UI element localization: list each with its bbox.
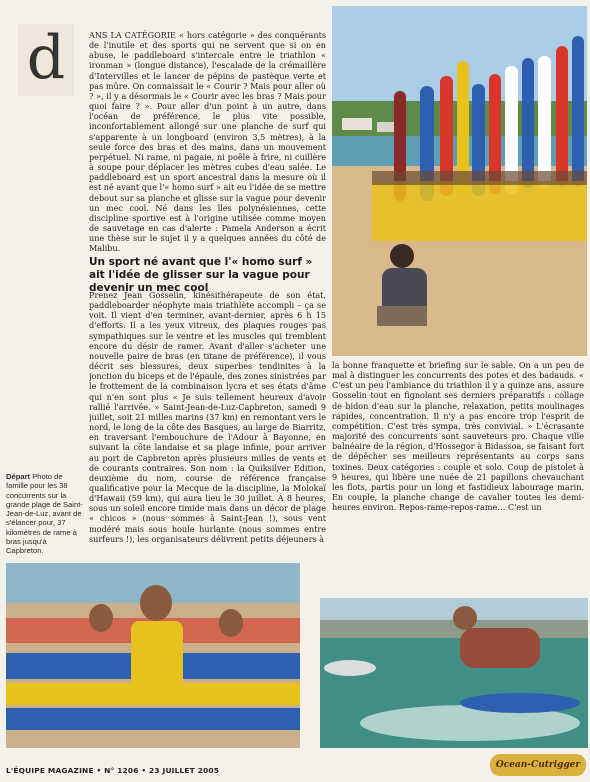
body-paragraph-1: Prenez Jean Gosselin, kinésithérapeute de son état, paddleboarder néophyte mais triathlète accompli – ça se voit. Il vient d'en terminer, avant-dernier, après 6 h 15 d'efforts. Il a les yeux vitreux, des plaques rouges pas sympathiques sur le ventre et les muscles qui tremblent encore du désir de ramer. Avant d'aller s'acheter une nouvelle paire de bras (en titane de préférence), il vous décrit ses blessures, deux superbes tendinites à la jonction du biceps et de l'épaule, des zones sinistrées par le frottement de la combinaison lycra et ses états d'âme qui n'en sont plus « Je suis tellement heureux d'avoir rallié l'arrivée. » Saint-Jean-de-Luz-Capbreton, samedi 9 juillet, soit 21 milles marins (37 km) en remontant vers le nord, le long de la côte des Basques, au large de Biarritz, en traversant l'embouchure de l'Adour à Bayonne, en suivant la côte landaise et sa plage infinie, pour arriver au port de Capbreton après plusieurs milles de vents et de courants contraires. Son nom : la Quiksilver Edition, deuxième du nom, course de référence française qualificative pour la Mecque de la discipline, la Molokaï d'Hawaii (59 km), qui aura lieu le 30 juillet. À 8 heures, sous un soleil encore timide mais dans un décor de plage « chicos » (nous sommes à Saint-Jean !), sous vent modéré mais sous houle hurlante (nous sommes entre surfeurs !), les organisateurs délivrent petits déjeuners à	[89, 290, 326, 544]
article-intro	[89, 30, 326, 254]
article-body-column-1	[89, 290, 326, 560]
caption-text: Photo de famille pour les 38 concurrents sur la grande plage de Saint-Jean-de-Luz, avant de s'élancer pour, 37 kilomètres de rame à bras jusqu'à Capbreton.	[6, 472, 83, 556]
article-body-column-2	[332, 360, 584, 560]
ocean-outrigger-logo: Ocean-Cutrigger	[490, 754, 586, 776]
drop-cap: d	[18, 24, 74, 96]
magazine-footer: L'ÉQUIPE MAGAZINE • N° 1206 • 23 JUILLET 2005	[6, 766, 220, 775]
competitors-group	[372, 171, 587, 241]
body-paragraph-2: la bonne franquette et briefing sur le sable. On a un peu de mal à distinguer les concurrents des potes et des badauds. « C'est un peu l'ambiance du triathlon il y a quinze ans, assure Gosselin tout en fignolant ses derniers préparatifs : collage de bidon d'eau sur la planche, relaxation, petits moulinages rapides, concentration. Il n'y a pas encore trop l'esprit de compétition. C'est très sympa, très convivial. » L'écrasante majorité des concurrents sont sauveteurs pro. Chaque ville balnéaire de la région, d'Hossegor à Bidassoa, se faisant fort de dépêcher ses meilleurs représentants au corps sans toxines. Deux catégories : couple et solo. Coup de pistolet à 9 heures, qui libère une nuée de 21 papillons chevauchant les flots, partis pour un long et fastidieux labourage marin. En couple, la planche change de cavalier toutes les demi-heures environ. Repos-rame-repos-rame… C'est un	[332, 360, 584, 513]
article-subheadline: Un sport né avant que l'« homo surf » ait l'idée de glisser sur la vague pour devenir un mec cool	[89, 256, 313, 294]
racers-start-photo	[6, 563, 300, 748]
caption-lead: Départ	[6, 472, 31, 481]
beach-group-photo	[332, 6, 587, 356]
photo-caption	[6, 472, 86, 556]
intro-paragraph: ANS LA CATÉGORIE « hors catégorie » des conquérants de l'inutile et des sports qui ne servent que si on en abuse, le paddleboard s'intercale entre le triathlon « ironman » (longue distance), l'escalade de la crémaillère d'Intervilles et le lancer de pépins de pastèque verte et pas mûre. On connaissait le « Courir ? Mais pour aller où ? », il y a désormais le « Courir avec les bras ? Mais pour quoi faire ? ». Pour aller d'un point à un autre, dans l'océan de préférence, le plus vite possible, inconfortablement allongé sur une planche de surf qui s'apparente à un longboard (environ 3,5 mètres), à la seule force des bras et des mains, dans un mouvement perpétuel. Ni rame, ni pagaie, ni poêle à frire, ni cuillère à soupe pour déplacer les mètres cubes d'eau salée. Le paddleboard est un sport ancestral dans la mesure où il est né avant que l'« homo surf » ait eu l'idée de se mettre debout sur sa planche et glisse sur la vague pour devenir un mec cool. Né dans les îles polynésiennes, cette discipline sportive est à l'origine utilisée comme moyen de sauvetage en cas d'alerte : Pamela Anderson a écrit une thèse sur le sujet il y a quelques années du côté de Malibu.	[89, 30, 326, 254]
paddler-in-water-photo	[320, 598, 588, 748]
